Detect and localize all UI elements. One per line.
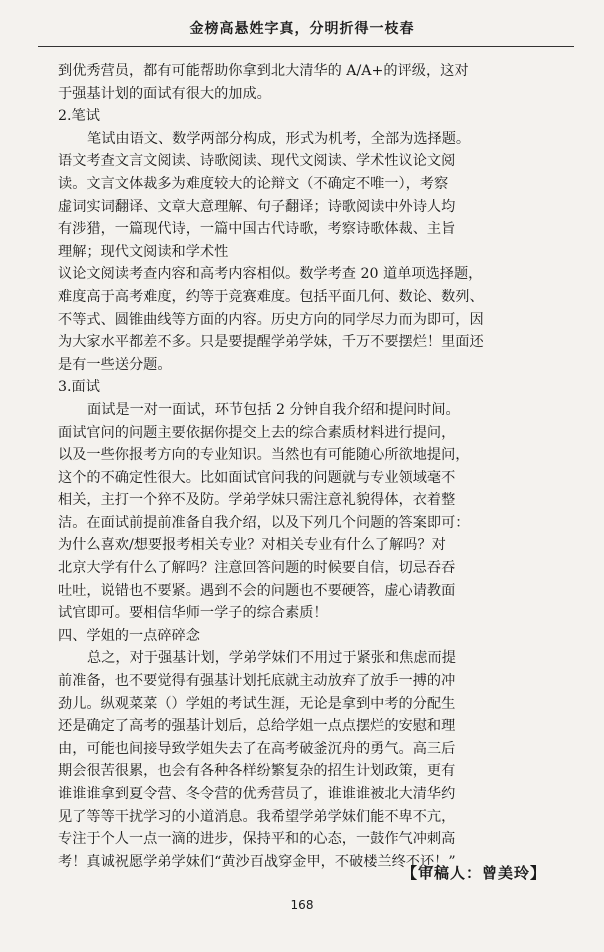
text-line: 前准备，也不要觉得有强基计划托底就主动放弃了放手一搏的冲 — [58, 673, 456, 690]
text-line: 是有一些送分题。 — [58, 356, 172, 373]
body-text — [58, 60, 564, 873]
text-line: 专注于个人一点一滴的进步，保持平和的心态，一鼓作气冲刺高 — [58, 831, 456, 848]
text-line: 总之，对于强基计划，学弟学妹们不用过于紧张和焦虑而提 — [87, 650, 456, 667]
page-number: 168 — [290, 898, 314, 912]
text-line: 虚词实词翻译、文章大意理解、句子翻译；诗歌阅读中外诗人均 — [58, 198, 456, 215]
text-line: 期会很苦很累，也会有各种各样纷繁复杂的招生计划政策，更有 — [58, 763, 456, 780]
text-line: 理解；现代文阅读和学术性 — [58, 243, 229, 260]
text-line: 见了等等干扰学习的小道消息。我希望学弟学妹们能不卑不亢， — [58, 808, 456, 825]
text-line: 面试官问的问题主要依据你提交上去的综合素质材料进行提问， — [58, 424, 456, 441]
text-line: 考！真诚祝愿学弟学妹们“黄沙百战穿金甲，不破楼兰终不还！” — [58, 853, 456, 870]
text-line: 为什么喜欢/想要报考相关专业？对相关专业有什么了解吗？对 — [58, 537, 446, 554]
text-line: 劲儿。纵观菜菜（）学姐的考试生涯，无论是拿到中考的分配生 — [58, 695, 456, 712]
text-line: 以及一些你报考方向的专业知识。当然也有可能随心所欲地提问， — [58, 447, 470, 464]
text-line: 洁。在面试前提前准备自我介绍，以及下列几个问题的答案即可： — [58, 514, 470, 531]
text-line: 由，可能也间接导致学姐失去了在高考破釜沉舟的勇气。高三后 — [58, 740, 456, 757]
text-line: 笔试由语文、数学两部分构成，形式为机考，全部为选择题。 — [87, 130, 471, 147]
text-line: 谁谁谁拿到夏令营、冬令营的优秀营员了，谁谁谁被北大清华约 — [58, 786, 456, 802]
header-rule — [38, 46, 574, 47]
text-line: 这个的不确定性很大。比如面试官问我的问题就与专业领域毫不 — [58, 469, 456, 486]
text-line: 语文考查文言文阅读、诗歌阅读、现代文阅读、学术性议论文阅 — [58, 153, 456, 170]
text-line: 议论文阅读考查内容和高考内容相似。数学考查 20 道单项选择题， — [58, 266, 483, 283]
text-line: 于强基计划的面试有很大的加成。 — [58, 85, 271, 102]
text-line: 到优秀营员，都有可能帮助你拿到北大清华的 A/A+的评级，这对 — [58, 63, 469, 79]
text-line: 北京大学有什么了解吗？注意回答问题的时候要自信，切忌吞吞 — [58, 560, 456, 577]
text-line: 有涉猎，一篇现代诗，一篇中国古代诗歌，考察诗歌体裁、主旨 — [58, 221, 456, 238]
text-line: 不等式、圆锥曲线等方面的内容。历史方向的同学尽力而为即可，因 — [58, 311, 484, 328]
text-line: 3.面试 — [58, 379, 100, 396]
text-line: 试官即可。要相信华师一学子的综合素质！ — [58, 605, 328, 622]
text-line: 四、学姐的一点碎碎念 — [58, 627, 200, 644]
text-line: 还是确定了高考的强基计划后，总给学姐一点点摆烂的安慰和理 — [58, 718, 456, 735]
text-line: 为大家水平都差不多。只是要提醒学弟学妹，千万不要摆烂！里面还 — [58, 334, 484, 351]
text-line: 面试是一对一面试，环节包括 2 分钟自我介绍和提问时间。 — [87, 401, 460, 418]
text-line: 难度高于高考难度，约等于竞赛难度。包括平面几何、数论、数列、 — [58, 288, 484, 305]
text-line: 相关，主打一个猝不及防。学弟学妹只需注意礼貌得体，衣着整 — [58, 492, 456, 509]
reviewer-credit: 【审稿人：曾美玲】 — [401, 864, 546, 882]
text-line: 2.笔试 — [58, 108, 100, 125]
text-line: 吐吐，说错也不要紧。遇到不会的问题也不要硬答，虚心请教面 — [58, 582, 456, 599]
text-line: 读。文言文体裁多为难度较大的论辩文（不确定不唯一），考察 — [58, 175, 449, 192]
running-header: 金榜高悬姓字真，分明折得一枝春 — [189, 21, 415, 37]
